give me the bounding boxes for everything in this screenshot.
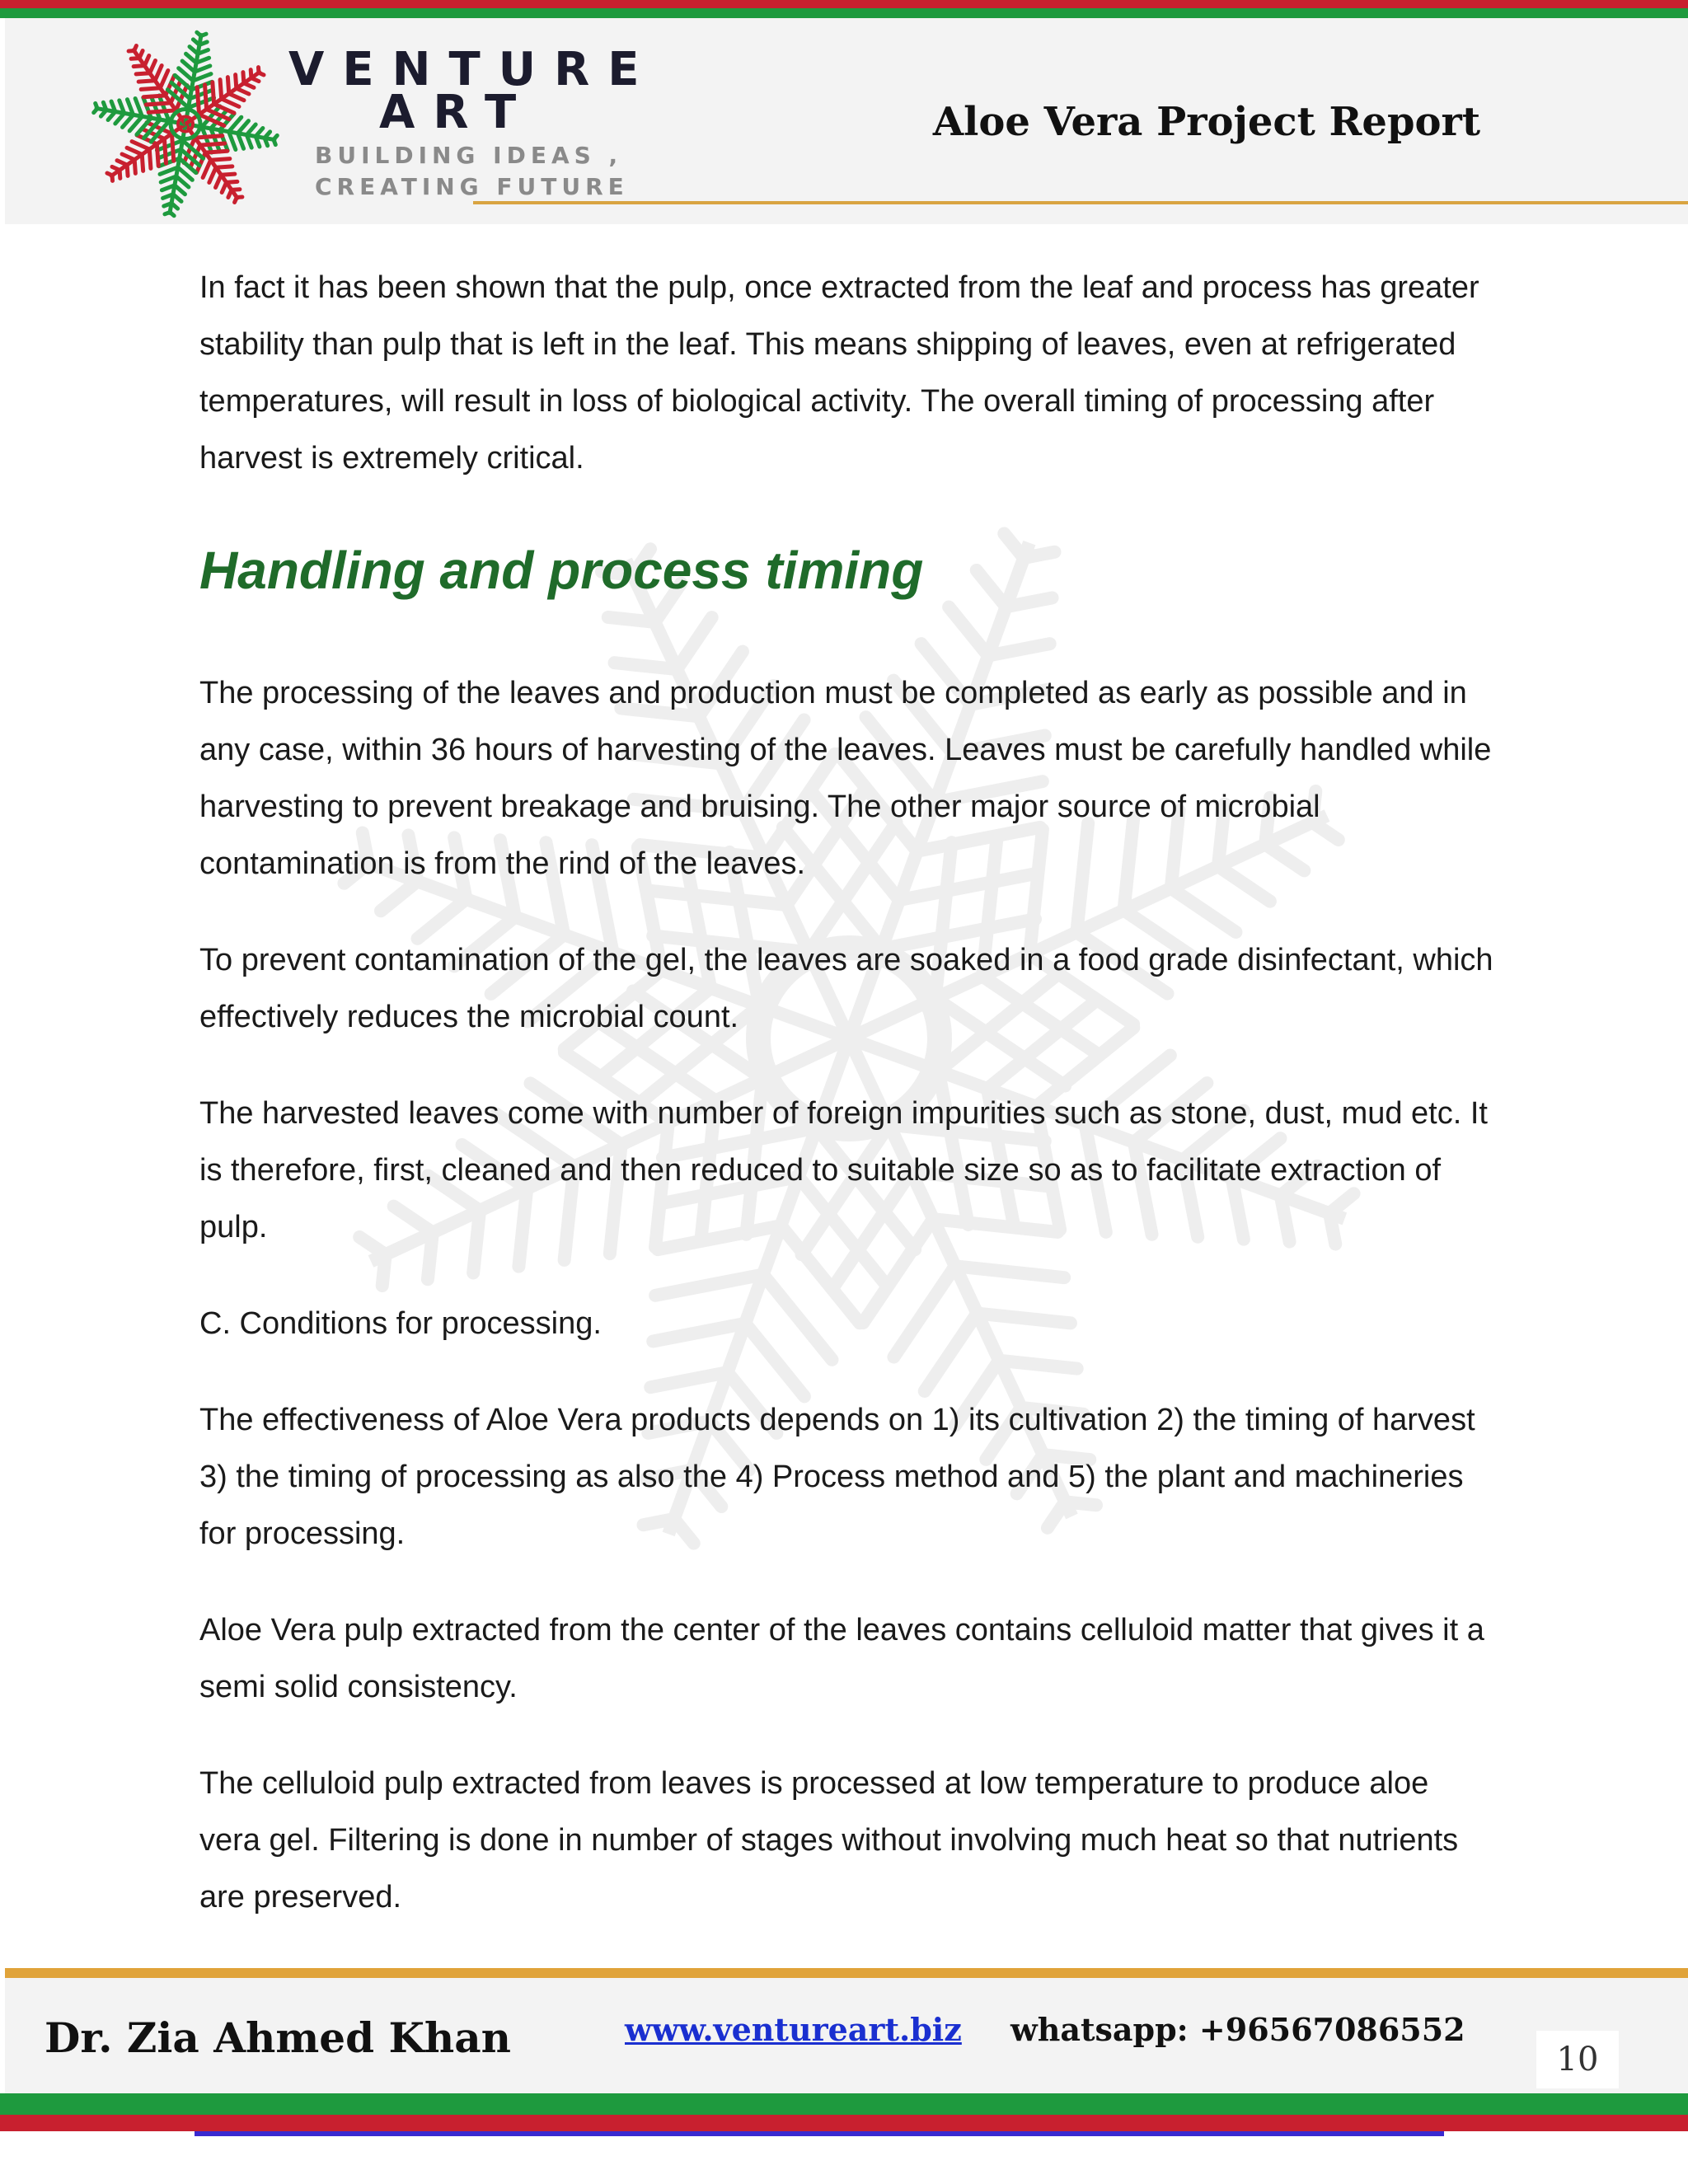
body-paragraph: Aloe Vera pulp extracted from the center of the leaves contains celluloid matter that gives it a semi solid consistency. xyxy=(199,1613,1484,1704)
subsection-label: C. Conditions for processing. xyxy=(199,1306,602,1341)
bottom-green-stripe xyxy=(0,2093,1688,2115)
page-number: 10 xyxy=(1536,2031,1619,2088)
brand-name-line1: VENTURE xyxy=(288,43,658,96)
body-paragraph: The harvested leaves come with number of foreign impurities such as stone, dust, mud etc. It is therefore, first, cleaned and then reduced to suitable size so as to facilitate extraction of pulp. xyxy=(199,1096,1488,1244)
footer-whatsapp: whatsapp: +96567086552 xyxy=(1010,2011,1465,2048)
body-paragraph: The celluloid pulp extracted from leaves is processed at low temperature to produce aloe vera gel. Filtering is done in number of stages without involving much heat so that nutrients are preserved. xyxy=(199,1766,1459,1915)
palm-starburst-logo-icon xyxy=(87,23,284,225)
tagline-line2: CREATING FUTURE xyxy=(315,173,629,200)
section-heading: Handling and process timing xyxy=(199,541,924,600)
bottom-blue-line xyxy=(195,2131,1444,2136)
bottom-red-stripe xyxy=(0,2115,1688,2131)
footer-author: Dr. Zia Ahmed Khan xyxy=(45,2013,512,2062)
report-title: Aloe Vera Project Report xyxy=(932,99,1480,145)
header-rule xyxy=(473,201,1688,204)
tagline-line1: BUILDING IDEAS , xyxy=(315,142,623,169)
top-green-stripe xyxy=(0,8,1688,18)
body-paragraph: The processing of the leaves and production must be completed as early as possible and in any case, within 36 hours of harvesting of the leaves. Leaves must be carefully handled while harvesting to prevent breakage and bruising. The other major source of microbial contamination is from the rind of the leaves. xyxy=(199,676,1492,881)
brand-name-line2: ART xyxy=(379,86,535,139)
page-content xyxy=(199,260,1493,1926)
footer-rule xyxy=(5,1968,1688,1978)
body-paragraph: The effectiveness of Aloe Vera products depends on 1) its cultivation 2) the timing of harvest 3) the timing of processing as also the 4) Process method and 5) the plant and machineries for processing. xyxy=(199,1403,1475,1551)
top-red-stripe xyxy=(0,0,1688,8)
body-paragraph: To prevent contamination of the gel, the leaves are soaked in a food grade disinfectant, which effectively reduces the microbial count. xyxy=(199,943,1493,1034)
footer-website-link[interactable]: www.ventureart.biz xyxy=(625,2011,962,2048)
intro-paragraph: In fact it has been shown that the pulp, once extracted from the leaf and process has greater stability than pulp that is left in the leaf. This means shipping of leaves, even at refrigerated temperatures, will result in loss of biological activity. The overall timing of processing after harvest is extremely critical. xyxy=(199,270,1479,476)
